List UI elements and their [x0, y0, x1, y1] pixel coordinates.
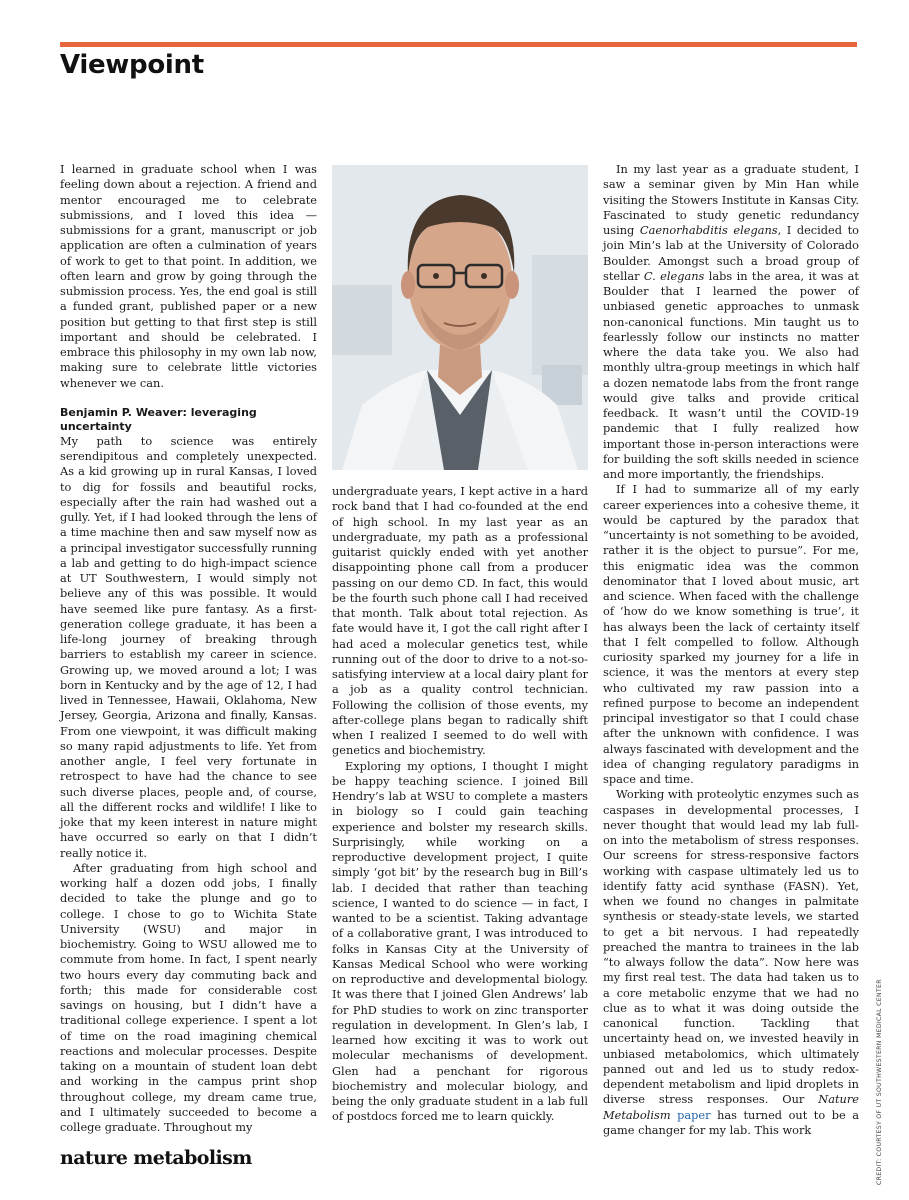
paragraph: undergraduate years, I kept active in a hard rock band that I had co-founded at the end of high school. In my last year as an undergraduate, my path as a professional guitarist quickly ended with yet another disappointing phone call from a producer passing on our demo CD. In fact, this would be the fourth such phone call I had received that month. Talk about total rejection. As fate would have it, I got the call right after I had aced a molecular genetics test, while running out of the door to drive to a not-so-satisfying interview at a local dairy plant for a job as a quality control technician. Following the collision of those events, my after-college plans began to radically shift when I realized I seemed to do well with genetics and biochemistry. — [332, 484, 588, 758]
journal-logo: nature metabolism — [60, 1147, 252, 1169]
species-name: Caenorhabditis elegans — [639, 223, 778, 237]
paragraph-text: labs in the area, it was at Boulder that I learned the power of unbiased genetic approaches to unmask non-canonical functions. Min taught us to fearlessly follow our instincts no matter where the data take you. We also had monthly ultra-group meetings in which half a dozen nematode labs from the front range would give talks and provide critical feedback. It wasn’t until the COVID-19 pandemic that I fully realized how important those in-person interactions were for building the soft skills needed in science and more importantly, the friendships. — [603, 268, 859, 481]
paper-link[interactable]: paper — [677, 1107, 711, 1122]
photo-credit: CREDIT: COURTESY OF UT SOUTHWESTERN MEDICAL CENTER — [876, 979, 883, 1185]
paragraph: Exploring my options, I thought I might be happy teaching science. I joined Bill Hendry’s lab at WSU to complete a masters in biology so I could gain teaching experience and bolster my research skills. Surprisingly, while working on a reproductive development project, I quite simply ‘got bit’ by the research bug in Bill’s lab. I decided that rather than teaching science, I wanted to do science — in fact, I wanted to be a scientist. Taking advantage of a collaborative grant, I was introduced to folks in Kansas City at the University of Kansas Medical School who were working on reproductive and developmental biology. It was there that I joined Glen Andrews’ lab for PhD studies to work on zinc transporter regulation in development. In Glen’s lab, I learned how exciting it was to work out molecular mechanisms of development. Glen had a penchant for rigorous biochemistry and molecular biology, and being the only graduate student in a lab full of postdocs forced me to learn quickly. — [332, 758, 588, 1124]
paragraph: I learned in graduate school when I was feeling down about a rejection. A friend and mentor encouraged me to celebrate submissions, and I loved this idea — submissions for a grant, manuscript or job application are often a culmination of years of work to get to that point. In addition, we often learn and grow by going through the submission process. Yes, the end goal is still a funded grant, published paper or a new position but getting to that first step is still important and should be celebrated. I embrace this philosophy in my own lab now, making sure to celebrate little victories whenever we can. — [60, 162, 317, 390]
author-portrait-photo — [332, 165, 588, 470]
journal-name: Nature Metabolism — [603, 1092, 859, 1122]
article-column-2 — [332, 484, 588, 1125]
paragraph: My path to science was entirely serendipitous and completely unexpected. As a kid growing up in rural Kansas, I loved to dig for fossils and beautiful rocks, especially after the rain had washed out a gully. Yet, if I had looked through the lens of a time machine then and saw myself now as a principal investigator successfully running a lab and getting to do high-impact science at UT Southwestern, I would simply not believe any of this was possible. It would have seemed like pure fantasy. As a first-generation college graduate, it has been a life-long journey of breaking through barriers to establish my career in science. Growing up, we moved around a lot; I was born in Kentucky and by the age of 12, I had lived in Tennessee, Hawaii, Oklahoma, New Jersey, Georgia, Arizona and finally, Kansas. From one viewpoint, it was difficult making so many rapid adjustments to life. Yet from another angle, I feel very fortunate in retrospect to have had the chance to see such diverse places, people and, of course, all the different rocks and wildlife! I like to joke that my keen interest in nature might have occurred so early on that I didn’t really notice it. — [60, 433, 317, 860]
paragraph — [603, 787, 859, 1138]
species-name: C. elegans — [643, 268, 705, 283]
paragraph: After graduating from high school and working half a dozen odd jobs, I finally decided to take the plunge and go to college. I chose to go to Wichita State University (WSU) and major in biochemistry. Going to WSU allowed me to commute from home. In fact, I spent nearly two hours every day commuting back and forth; this made for considerable cost savings on housing, but I didn’t have a traditional college experience. I spent a lot of time on the road imagining chemical reactions and molecular processes. Despite taking on a mountain of student loan debt and working in the campus print shop throughout college, my dream came true, and I ultimately succeeded to become a college graduate. Throughout my — [60, 860, 317, 1134]
author-subheading: Benjamin P. Weaver: leveraging uncertainty — [60, 405, 257, 433]
paragraph: If I had to summarize all of my early career experiences into a cohesive theme, it would be captured by the paradox that “uncertainty is not something to be avoided, rather it is the object to pursue”. For me, this enigmatic idea was the common denominator that I loved about music, art and science. When faced with the challenge of ‘how do we know something is true’, it has always been the lack of certainty itself that I felt compelled to follow. Although curiosity sparked my journey for a life in science, it was the mentors at every step who cultivated my raw passion into a refined purpose to become an independent principal investigator so that I could chase after the unknown with confidence. I was always fascinated with development and the idea of changing regulatory paradigms in space and time. — [603, 482, 859, 786]
paragraph-text: Working with proteolytic enzymes such as caspases in developmental processes, I never thought that would lead my lab full-on into the metabolism of stress responses. Our screens for stress-responsive factors working with caspase ultimately led us to identify fatty acid synthase (FASN). Yet, when we found no changes in palmitate synthesis or steady-state levels, we started to get a bit nervous. I had repeatedly preached the mantra to trainees in the lab “to always follow the data”. Now here was my first real test. The data had taken us to a core metabolic enzyme that we had no clue as to what it was doing outside the canonical function. Tackling that uncertainty head on, we invested heavily in unbiased metabolomics, which ultimately panned out and led us to study redox-dependent metabolism and lipid droplets in diverse stress responses. Our — [603, 787, 859, 1107]
paragraph — [603, 162, 859, 482]
article-column-1 — [60, 162, 317, 1135]
paragraph-text: , I decided to join Min’s lab at the University of Colorado Boulder. Amongst such a broad group of stellar — [603, 223, 859, 283]
paragraph-text: In my last year as a graduate student, I saw a seminar given by Min Han while visiting the Stowers Institute in Kansas City. Fascinated to study genetic redundancy using — [603, 162, 859, 237]
paragraph-text: has turned out to be a game changer for my lab. This work — [603, 1107, 859, 1137]
article-column-3 — [603, 162, 859, 1138]
section-title: Viewpoint — [60, 50, 204, 80]
section-accent-bar — [60, 42, 857, 47]
